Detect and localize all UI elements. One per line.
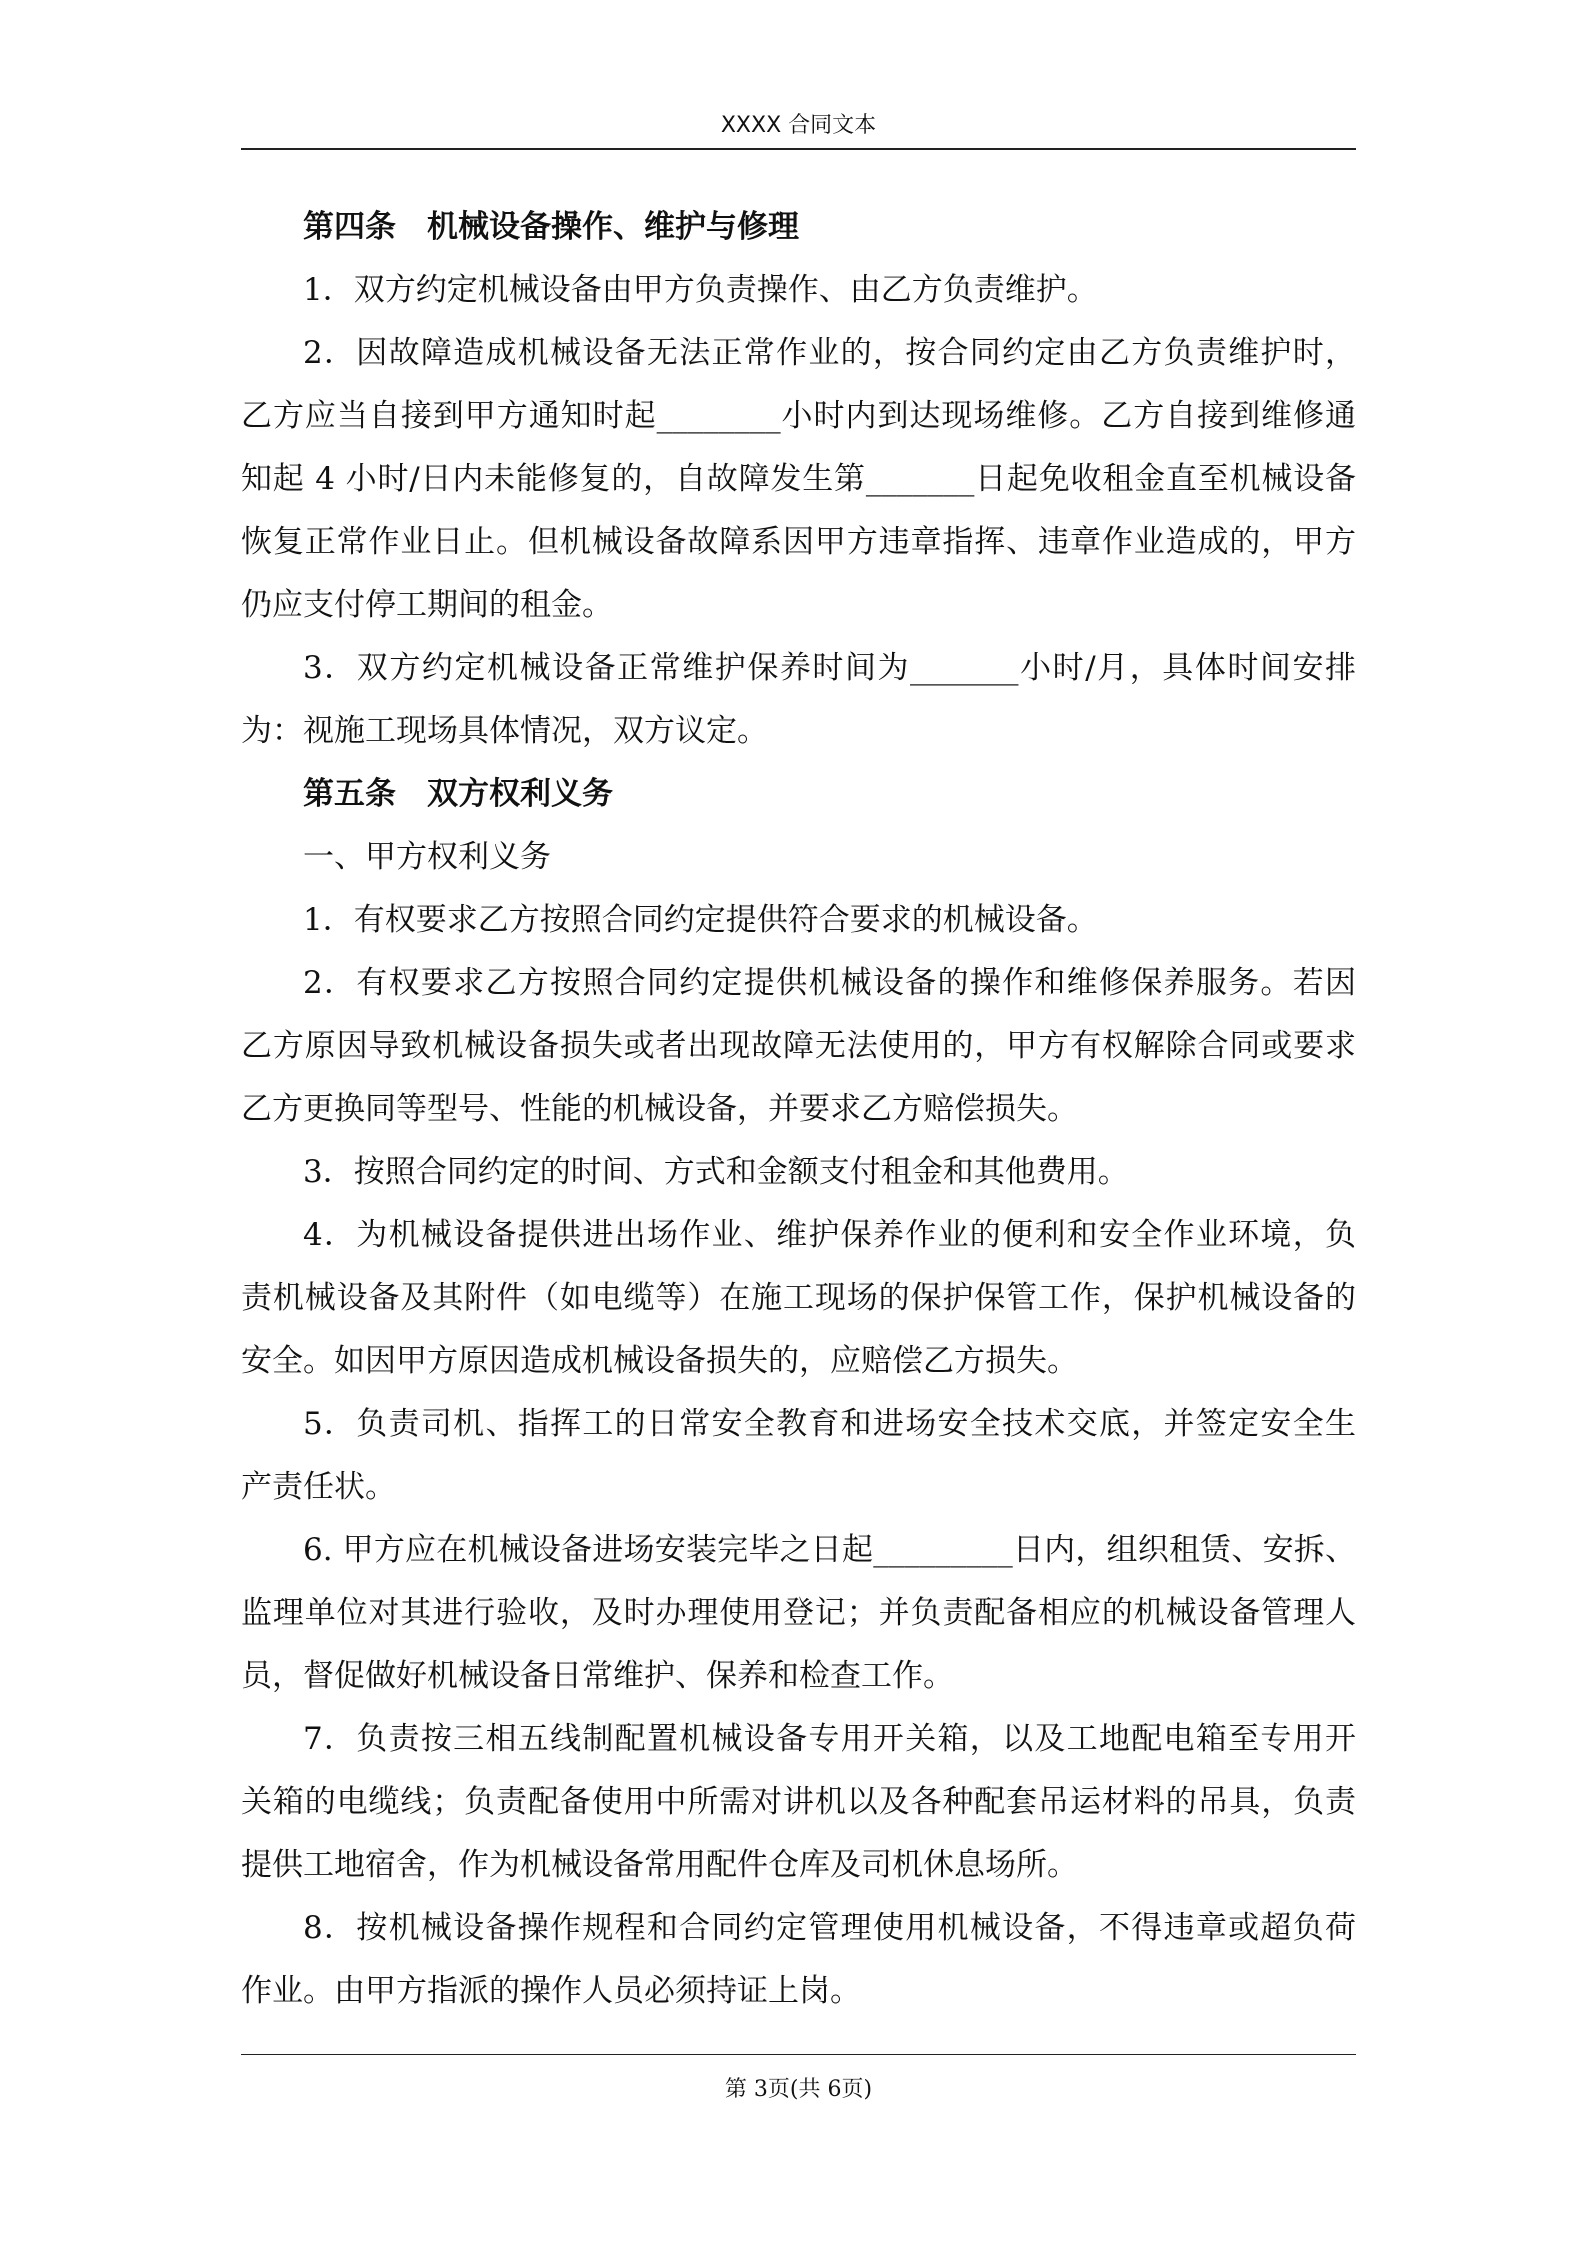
article-heading: 第五条 双方权利义务: [303, 776, 613, 812]
text-line: 仍应支付停工期间的租金。: [241, 587, 613, 623]
text-line: 知起 4 小时/日内未能修复的，自故障发生第_______日起免收租金直至机械设备: [241, 461, 1356, 497]
text-line: 2．因故障造成机械设备无法正常作业的，按合同约定由乙方负责维护时，: [303, 335, 1356, 371]
text-line: 员，督促做好机械设备日常维护、保养和检查工作。: [241, 1658, 954, 1694]
text-line: 安全。如因甲方原因造成机械设备损失的，应赔偿乙方损失。: [241, 1343, 1078, 1379]
text-line: 作业。由甲方指派的操作人员必须持证上岗。: [241, 1973, 861, 2009]
text-line: 4．为机械设备提供进出场作业、维护保养作业的便利和安全作业环境，负: [303, 1217, 1356, 1253]
text-line: 乙方更换同等型号、性能的机械设备，并要求乙方赔偿损失。: [241, 1091, 1078, 1127]
text-line: 提供工地宿舍，作为机械设备常用配件仓库及司机休息场所。: [241, 1847, 1078, 1883]
text-line: 1．有权要求乙方按照合同约定提供符合要求的机械设备。: [303, 902, 1098, 938]
text-line: 2．有权要求乙方按照合同约定提供机械设备的操作和维修保养服务。若因: [303, 965, 1356, 1001]
text-line: 3．双方约定机械设备正常维护保养时间为_______小时/月，具体时间安排: [303, 650, 1356, 686]
text-line: 7．负责按三相五线制配置机械设备专用开关箱，以及工地配电箱至专用开: [303, 1721, 1356, 1757]
text-line: 为：视施工现场具体情况，双方议定。: [241, 713, 768, 749]
text-line: 责机械设备及其附件（如电缆等）在施工现场的保护保管工作，保护机械设备的: [241, 1280, 1356, 1316]
text-line: 一、甲方权利义务: [303, 839, 551, 875]
text-line: 8．按机械设备操作规程和合同约定管理使用机械设备，不得违章或超负荷: [303, 1910, 1356, 1946]
article-heading: 第四条 机械设备操作、维护与修理: [303, 209, 799, 245]
page-number: 第 3页(共 6页): [724, 2077, 873, 2102]
text-line: 1．双方约定机械设备由甲方负责操作、由乙方负责维护。: [303, 272, 1098, 308]
text-line: 乙方应当自接到甲方通知时起________小时内到达现场维修。乙方自接到维修通: [241, 398, 1356, 434]
text-line: 5．负责司机、指挥工的日常安全教育和进场安全技术交底，并签定安全生: [303, 1406, 1356, 1442]
header-divider: [241, 148, 1356, 150]
text-line: 6. 甲方应在机械设备进场安装完毕之日起_________日内，组织租赁、安拆、: [303, 1532, 1356, 1568]
text-line: 产责任状。: [241, 1469, 396, 1505]
text-line: 关箱的电缆线；负责配备使用中所需对讲机以及各种配套吊运材料的吊具，负责: [241, 1784, 1356, 1820]
text-line: 乙方原因导致机械设备损失或者出现故障无法使用的，甲方有权解除合同或要求: [241, 1028, 1356, 1064]
document-body: [241, 196, 1356, 2023]
footer-divider: [241, 2054, 1356, 2055]
text-line: 监理单位对其进行验收，及时办理使用登记；并负责配备相应的机械设备管理人: [241, 1595, 1356, 1631]
text-line: 恢复正常作业日止。但机械设备故障系因甲方违章指挥、违章作业造成的，甲方: [241, 524, 1356, 560]
page-header-title: XXXX 合同文本: [720, 113, 877, 138]
text-line: 3．按照合同约定的时间、方式和金额支付租金和其他费用。: [303, 1154, 1129, 1190]
